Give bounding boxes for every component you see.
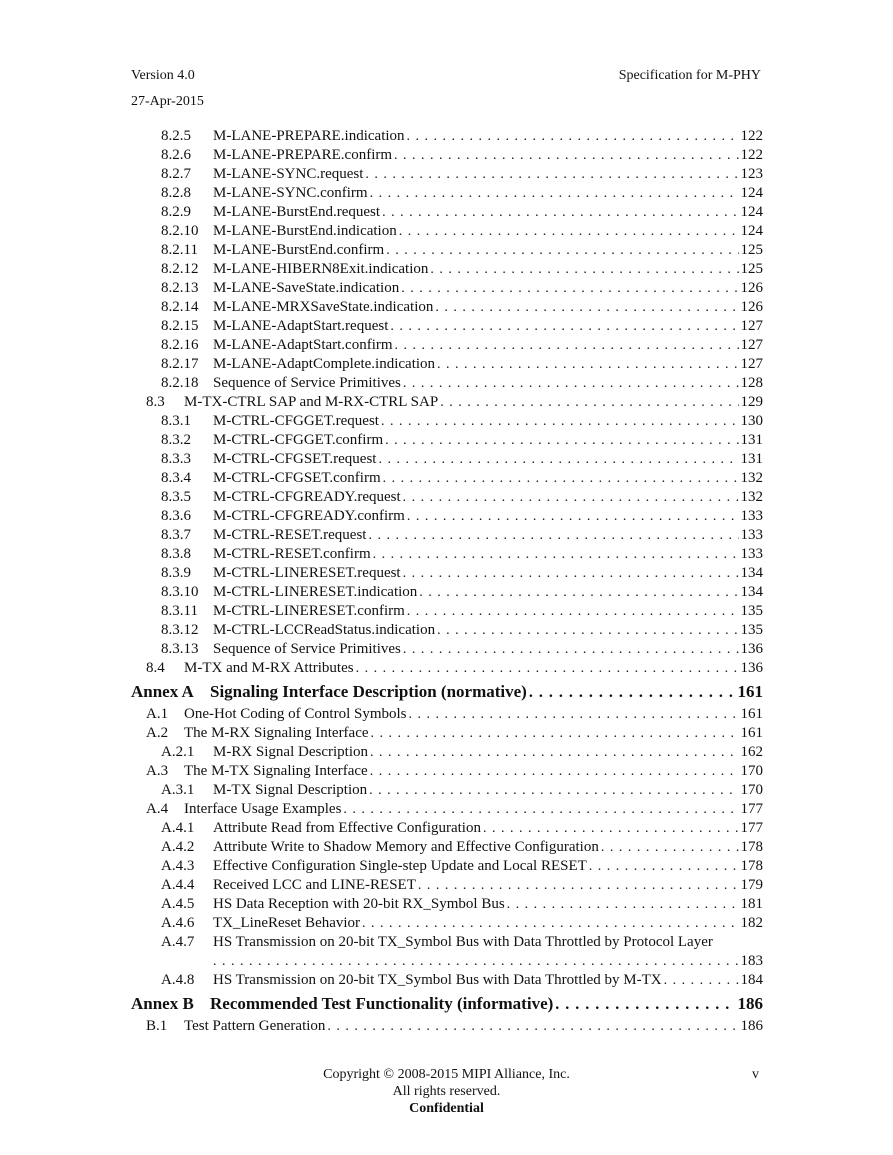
toc-entry[interactable] <box>131 431 763 450</box>
toc-entry-number: 8.3.9 <box>161 565 191 581</box>
toc-leader-dots <box>403 488 739 507</box>
toc-entry-title: M-LANE-SYNC.request <box>213 166 364 182</box>
toc-entry-title: M-CTRL-CFGREADY.confirm <box>213 508 405 524</box>
toc-entry-page: 133 <box>740 546 763 562</box>
toc-entry[interactable] <box>131 895 763 914</box>
toc-entry[interactable] <box>131 857 763 876</box>
toc-leader-dots <box>437 621 738 640</box>
toc-entry[interactable] <box>131 336 763 355</box>
toc-leader-dots <box>507 895 739 914</box>
toc-entry-page: 161 <box>737 682 763 701</box>
toc-entry-number: A.4.8 <box>161 972 195 988</box>
toc-entry-number: 8.2.7 <box>161 166 191 182</box>
toc-entry-title: Sequence of Service Primitives <box>213 641 401 657</box>
toc-entry-page: 177 <box>740 801 763 817</box>
toc-entry-title: One-Hot Coding of Control Symbols <box>184 706 407 722</box>
toc-entry[interactable] <box>131 450 763 469</box>
toc-entry[interactable] <box>131 545 763 564</box>
toc-leader-dots <box>430 260 738 279</box>
toc-entry-page: 131 <box>740 432 763 448</box>
toc-leader-dots <box>213 952 739 971</box>
toc-entry-page: 127 <box>740 337 763 353</box>
page-header <box>131 66 761 109</box>
toc-entry-number: 8.3.8 <box>161 546 191 562</box>
toc-entry[interactable] <box>131 971 763 990</box>
toc-entry-number: A.4.3 <box>161 858 195 874</box>
toc-entry[interactable] <box>131 621 763 640</box>
toc-entry-number: A.4.5 <box>161 896 195 912</box>
toc-entry[interactable] <box>131 412 763 431</box>
toc-entry[interactable] <box>131 781 763 800</box>
toc-entry[interactable] <box>131 800 763 819</box>
toc-leader-dots <box>369 781 738 800</box>
toc-entry-title: M-CTRL-LINERESET.indication <box>213 584 418 600</box>
toc-entry-title: M-CTRL-RESET.confirm <box>213 546 371 562</box>
toc-entry-title: Signaling Interface Description (normative) <box>210 682 527 701</box>
toc-entry-title: Recommended Test Functionality (informative) <box>210 994 554 1013</box>
toc-entry[interactable] <box>131 583 763 602</box>
table-of-contents <box>131 127 763 1036</box>
toc-leader-dots <box>343 800 738 819</box>
toc-entry-number: A.4.2 <box>161 839 195 855</box>
toc-entry-number: B.1 <box>146 1018 168 1034</box>
toc-entry-number: 8.2.18 <box>161 375 199 391</box>
toc-entry-title: M-LANE-MRXSaveState.indication <box>213 299 434 315</box>
toc-leader-dots <box>378 450 738 469</box>
toc-leader-dots <box>483 819 739 838</box>
toc-entry[interactable] <box>131 317 763 336</box>
toc-entry-number: 8.2.11 <box>161 242 198 258</box>
toc-entry-title: M-LANE-SYNC.confirm <box>213 185 368 201</box>
toc-entry-title: M-LANE-PREPARE.indication <box>213 128 405 144</box>
toc-entry[interactable] <box>131 659 763 678</box>
toc-entry-title: HS Transmission on 20-bit TX_Symbol Bus with Data Throttled by Protocol Layer <box>213 934 713 950</box>
toc-entry-title: M-LANE-SaveState.indication <box>213 280 400 296</box>
toc-entry-title: Interface Usage Examples <box>184 801 342 817</box>
toc-entry[interactable] <box>131 743 763 762</box>
toc-entry[interactable] <box>131 640 763 659</box>
toc-entry-page: 162 <box>740 744 763 760</box>
toc-entry-number: Annex B <box>131 994 194 1013</box>
toc-entry-number: 8.3.11 <box>161 603 198 619</box>
toc-entry-title: Sequence of Service Primitives <box>213 375 401 391</box>
toc-entry-page: 179 <box>740 877 763 893</box>
toc-entry-page: 135 <box>740 603 763 619</box>
toc-entry-number: 8.3.1 <box>161 413 191 429</box>
rights-text: All rights reserved. <box>392 1084 501 1099</box>
toc-leader-dots <box>555 991 735 1018</box>
toc-entry[interactable] <box>131 819 763 838</box>
toc-entry-title: M-LANE-AdaptStart.confirm <box>213 337 393 353</box>
toc-entry-title: M-LANE-HIBERN8Exit.indication <box>213 261 429 277</box>
toc-entry-page: 130 <box>740 413 763 429</box>
toc-entry-title: M-CTRL-RESET.request <box>213 527 367 543</box>
toc-entry[interactable] <box>131 469 763 488</box>
toc-entry-number: 8.3.2 <box>161 432 191 448</box>
toc-leader-dots <box>386 241 738 260</box>
toc-entry-number: 8.2.14 <box>161 299 199 315</box>
toc-entry[interactable] <box>131 724 763 743</box>
toc-entry-page: 178 <box>740 839 763 855</box>
toc-entry-page: 161 <box>740 706 763 722</box>
toc-entry[interactable] <box>131 260 763 279</box>
date-label: 27-Apr-2015 <box>131 94 204 109</box>
page-footer <box>0 1066 893 1117</box>
toc-leader-dots <box>440 393 738 412</box>
toc-entry-page: 124 <box>740 185 763 201</box>
confidential-label: Confidential <box>409 1101 484 1116</box>
toc-entry-page: 132 <box>740 470 763 486</box>
toc-entry-title: M-LANE-BurstEnd.indication <box>213 223 397 239</box>
toc-entry-page: 136 <box>740 660 763 676</box>
toc-entry-page: 126 <box>740 299 763 315</box>
toc-leader-dots <box>371 724 739 743</box>
toc-entry[interactable] <box>131 146 763 165</box>
toc-entry-title: M-CTRL-LCCReadStatus.indication <box>213 622 436 638</box>
toc-entry-page: 186 <box>737 994 763 1013</box>
toc-entry[interactable] <box>131 914 763 933</box>
toc-entry-page: 134 <box>740 565 763 581</box>
toc-entry-title: Effective Configuration Single-step Update and Local RESET <box>213 858 587 874</box>
toc-entry-title: M-CTRL-CFGGET.request <box>213 413 379 429</box>
toc-leader-dots <box>373 545 739 564</box>
toc-leader-dots <box>437 355 738 374</box>
toc-entry-page: 129 <box>740 394 763 410</box>
toc-entry-title: M-LANE-BurstEnd.confirm <box>213 242 385 258</box>
toc-entry-page: 127 <box>740 356 763 372</box>
toc-leader-dots <box>327 1017 738 1036</box>
toc-leader-dots <box>419 583 738 602</box>
toc-leader-dots <box>407 127 739 146</box>
toc-entry-number: 8.2.6 <box>161 147 191 163</box>
toc-annex-entry[interactable] <box>131 678 763 705</box>
toc-entry[interactable] <box>131 762 763 781</box>
toc-entry[interactable] <box>131 127 763 146</box>
toc-entry-page: 134 <box>740 584 763 600</box>
toc-entry-page: 184 <box>740 972 763 988</box>
toc-entry-page: 135 <box>740 622 763 638</box>
toc-entry-page: 177 <box>740 820 763 836</box>
toc-entry-number: A.4.6 <box>161 915 195 931</box>
toc-entry[interactable] <box>131 374 763 393</box>
toc-leader-dots <box>370 743 739 762</box>
toc-entry-title: Received LCC and LINE-RESET <box>213 877 416 893</box>
toc-entry[interactable] <box>131 876 763 895</box>
toc-entry[interactable] <box>131 165 763 184</box>
toc-entry-page: 161 <box>740 725 763 741</box>
toc-entry-title: M-CTRL-LINERESET.confirm <box>213 603 405 619</box>
toc-entry-number: A.2 <box>146 725 169 741</box>
toc-entry-title: M-RX Signal Description <box>213 744 368 760</box>
toc-entry-title: HS Data Reception with 20-bit RX_Symbol Bus <box>213 896 505 912</box>
toc-entry-title: Test Pattern Generation <box>184 1018 326 1034</box>
toc-entry[interactable] <box>131 564 763 583</box>
toc-entry-title: M-TX-CTRL SAP and M-RX-CTRL SAP <box>184 394 439 410</box>
toc-entry-page: 181 <box>740 896 763 912</box>
toc-entry-number: 8.3.4 <box>161 470 191 486</box>
toc-leader-dots <box>435 298 738 317</box>
toc-entry[interactable] <box>131 526 763 545</box>
toc-entry-number: 8.3 <box>146 394 165 410</box>
toc-entry-number: 8.3.12 <box>161 622 199 638</box>
toc-entry-number: 8.2.10 <box>161 223 199 239</box>
toc-entry-page: 133 <box>740 508 763 524</box>
toc-entry-number: 8.2.8 <box>161 185 191 201</box>
toc-entry-page: 127 <box>740 318 763 334</box>
toc-entry-page: 125 <box>740 242 763 258</box>
toc-entry-number: 8.3.10 <box>161 584 199 600</box>
toc-entry[interactable] <box>131 184 763 203</box>
toc-entry-page: 178 <box>740 858 763 874</box>
toc-entry-title: M-CTRL-CFGSET.request <box>213 451 377 467</box>
toc-entry-number: 8.2.15 <box>161 318 199 334</box>
toc-leader-dots <box>407 507 739 526</box>
toc-entry-title: The M-TX Signaling Interface <box>184 763 368 779</box>
toc-entry-number: 8.2.17 <box>161 356 199 372</box>
toc-entry[interactable] <box>131 705 763 724</box>
toc-entry-number: A.4.7 <box>161 934 195 950</box>
toc-entry-page: 128 <box>740 375 763 391</box>
toc-entry-title: M-LANE-BurstEnd.request <box>213 204 381 220</box>
copyright-text: Copyright © 2008-2015 MIPI Alliance, Inc. <box>323 1067 570 1082</box>
toc-entry-number: 8.2.13 <box>161 280 199 296</box>
toc-entry[interactable] <box>131 298 763 317</box>
toc-leader-dots <box>409 705 739 724</box>
toc-entry-number: A.4.4 <box>161 877 195 893</box>
toc-entry-page: 170 <box>740 782 763 798</box>
toc-entry-page: 131 <box>740 451 763 467</box>
toc-entry-page: 125 <box>740 261 763 277</box>
toc-entry-page: 126 <box>740 280 763 296</box>
toc-entry-number: A.1 <box>146 706 169 722</box>
toc-entry[interactable] <box>131 393 763 412</box>
toc-entry-title: Attribute Read from Effective Configuration <box>213 820 481 836</box>
toc-entry-title: M-CTRL-CFGSET.confirm <box>213 470 381 486</box>
toc-entry-page: 132 <box>740 489 763 505</box>
toc-entry[interactable] <box>131 933 763 971</box>
toc-entry[interactable] <box>131 507 763 526</box>
toc-entry-number: 8.3.3 <box>161 451 191 467</box>
toc-entry-page: 170 <box>740 763 763 779</box>
toc-entry[interactable] <box>131 279 763 298</box>
toc-leader-dots <box>394 146 738 165</box>
toc-leader-dots <box>356 659 739 678</box>
toc-entry[interactable] <box>131 838 763 857</box>
toc-entry-number: A.4.1 <box>161 820 195 836</box>
toc-leader-dots <box>403 374 739 393</box>
toc-leader-dots <box>664 971 739 990</box>
toc-entry-number: 8.2.16 <box>161 337 199 353</box>
toc-leader-dots <box>370 762 739 781</box>
toc-leader-dots <box>382 203 738 222</box>
toc-leader-dots <box>381 412 739 431</box>
toc-leader-dots <box>418 876 739 895</box>
toc-leader-dots <box>399 222 739 241</box>
toc-leader-dots <box>368 526 738 545</box>
toc-entry[interactable] <box>131 203 763 222</box>
toc-leader-dots <box>365 165 738 184</box>
toc-entry-title: TX_LineReset Behavior <box>213 915 361 931</box>
toc-entry-title: M-LANE-AdaptComplete.indication <box>213 356 436 372</box>
toc-leader-dots <box>395 336 739 355</box>
toc-entry-number: 8.2.5 <box>161 128 191 144</box>
spec-title: Specification for M-PHY <box>618 68 761 83</box>
toc-entry-number: 8.3.5 <box>161 489 191 505</box>
toc-entry-title: M-TX and M-RX Attributes <box>184 660 354 676</box>
toc-entry-title: M-TX Signal Description <box>213 782 368 798</box>
toc-leader-dots <box>403 640 739 659</box>
toc-entry-title: HS Transmission on 20-bit TX_Symbol Bus with Data Throttled by M-TX <box>213 972 662 988</box>
toc-entry[interactable] <box>131 1017 763 1036</box>
toc-entry-page: 183 <box>740 953 763 969</box>
toc-entry-title: The M-RX Signaling Interface <box>184 725 369 741</box>
toc-annex-entry[interactable] <box>131 990 763 1017</box>
toc-entry-page: 122 <box>740 128 763 144</box>
toc-entry-title: M-LANE-AdaptStart.request <box>213 318 389 334</box>
toc-entry-page: 186 <box>740 1018 763 1034</box>
page-number: v <box>752 1067 759 1082</box>
toc-entry-page: 123 <box>740 166 763 182</box>
toc-entry-number: A.4 <box>146 801 169 817</box>
toc-entry-number: 8.2.9 <box>161 204 191 220</box>
toc-entry-title: Attribute Write to Shadow Memory and Effective Configuration <box>213 839 599 855</box>
toc-entry[interactable] <box>131 355 763 374</box>
toc-entry-number: 8.4 <box>146 660 165 676</box>
toc-entry[interactable] <box>131 488 763 507</box>
toc-entry-page: 124 <box>740 223 763 239</box>
toc-leader-dots <box>383 469 739 488</box>
toc-entry-title: M-LANE-PREPARE.confirm <box>213 147 393 163</box>
toc-entry-page: 182 <box>740 915 763 931</box>
toc-leader-dots <box>385 431 738 450</box>
toc-entry-number: A.2.1 <box>161 744 195 760</box>
toc-entry[interactable] <box>131 241 763 260</box>
toc-entry[interactable] <box>131 222 763 241</box>
toc-entry-title: M-CTRL-CFGREADY.request <box>213 489 401 505</box>
toc-entry-number: Annex A <box>131 682 194 701</box>
toc-entry-page: 136 <box>740 641 763 657</box>
toc-leader-dots <box>407 602 739 621</box>
toc-entry-page: 133 <box>740 527 763 543</box>
toc-leader-dots <box>589 857 739 876</box>
toc-leader-dots <box>403 564 739 583</box>
toc-entry-number: 8.3.6 <box>161 508 191 524</box>
toc-entry-number: A.3.1 <box>161 782 195 798</box>
toc-leader-dots <box>401 279 738 298</box>
toc-entry[interactable] <box>131 602 763 621</box>
toc-entry-number: 8.3.13 <box>161 641 199 657</box>
version-label: Version 4.0 <box>131 68 195 83</box>
toc-leader-dots <box>370 184 739 203</box>
toc-leader-dots <box>390 317 738 336</box>
toc-leader-dots <box>362 914 738 933</box>
toc-entry-number: A.3 <box>146 763 169 779</box>
toc-leader-dots <box>529 679 736 706</box>
toc-entry-title: M-CTRL-LINERESET.request <box>213 565 401 581</box>
toc-entry-title: M-CTRL-CFGGET.confirm <box>213 432 384 448</box>
toc-leader-dots <box>601 838 739 857</box>
toc-entry-number: 8.2.12 <box>161 261 199 277</box>
toc-entry-number: 8.3.7 <box>161 527 191 543</box>
toc-entry-page: 122 <box>740 147 763 163</box>
toc-entry-page: 124 <box>740 204 763 220</box>
